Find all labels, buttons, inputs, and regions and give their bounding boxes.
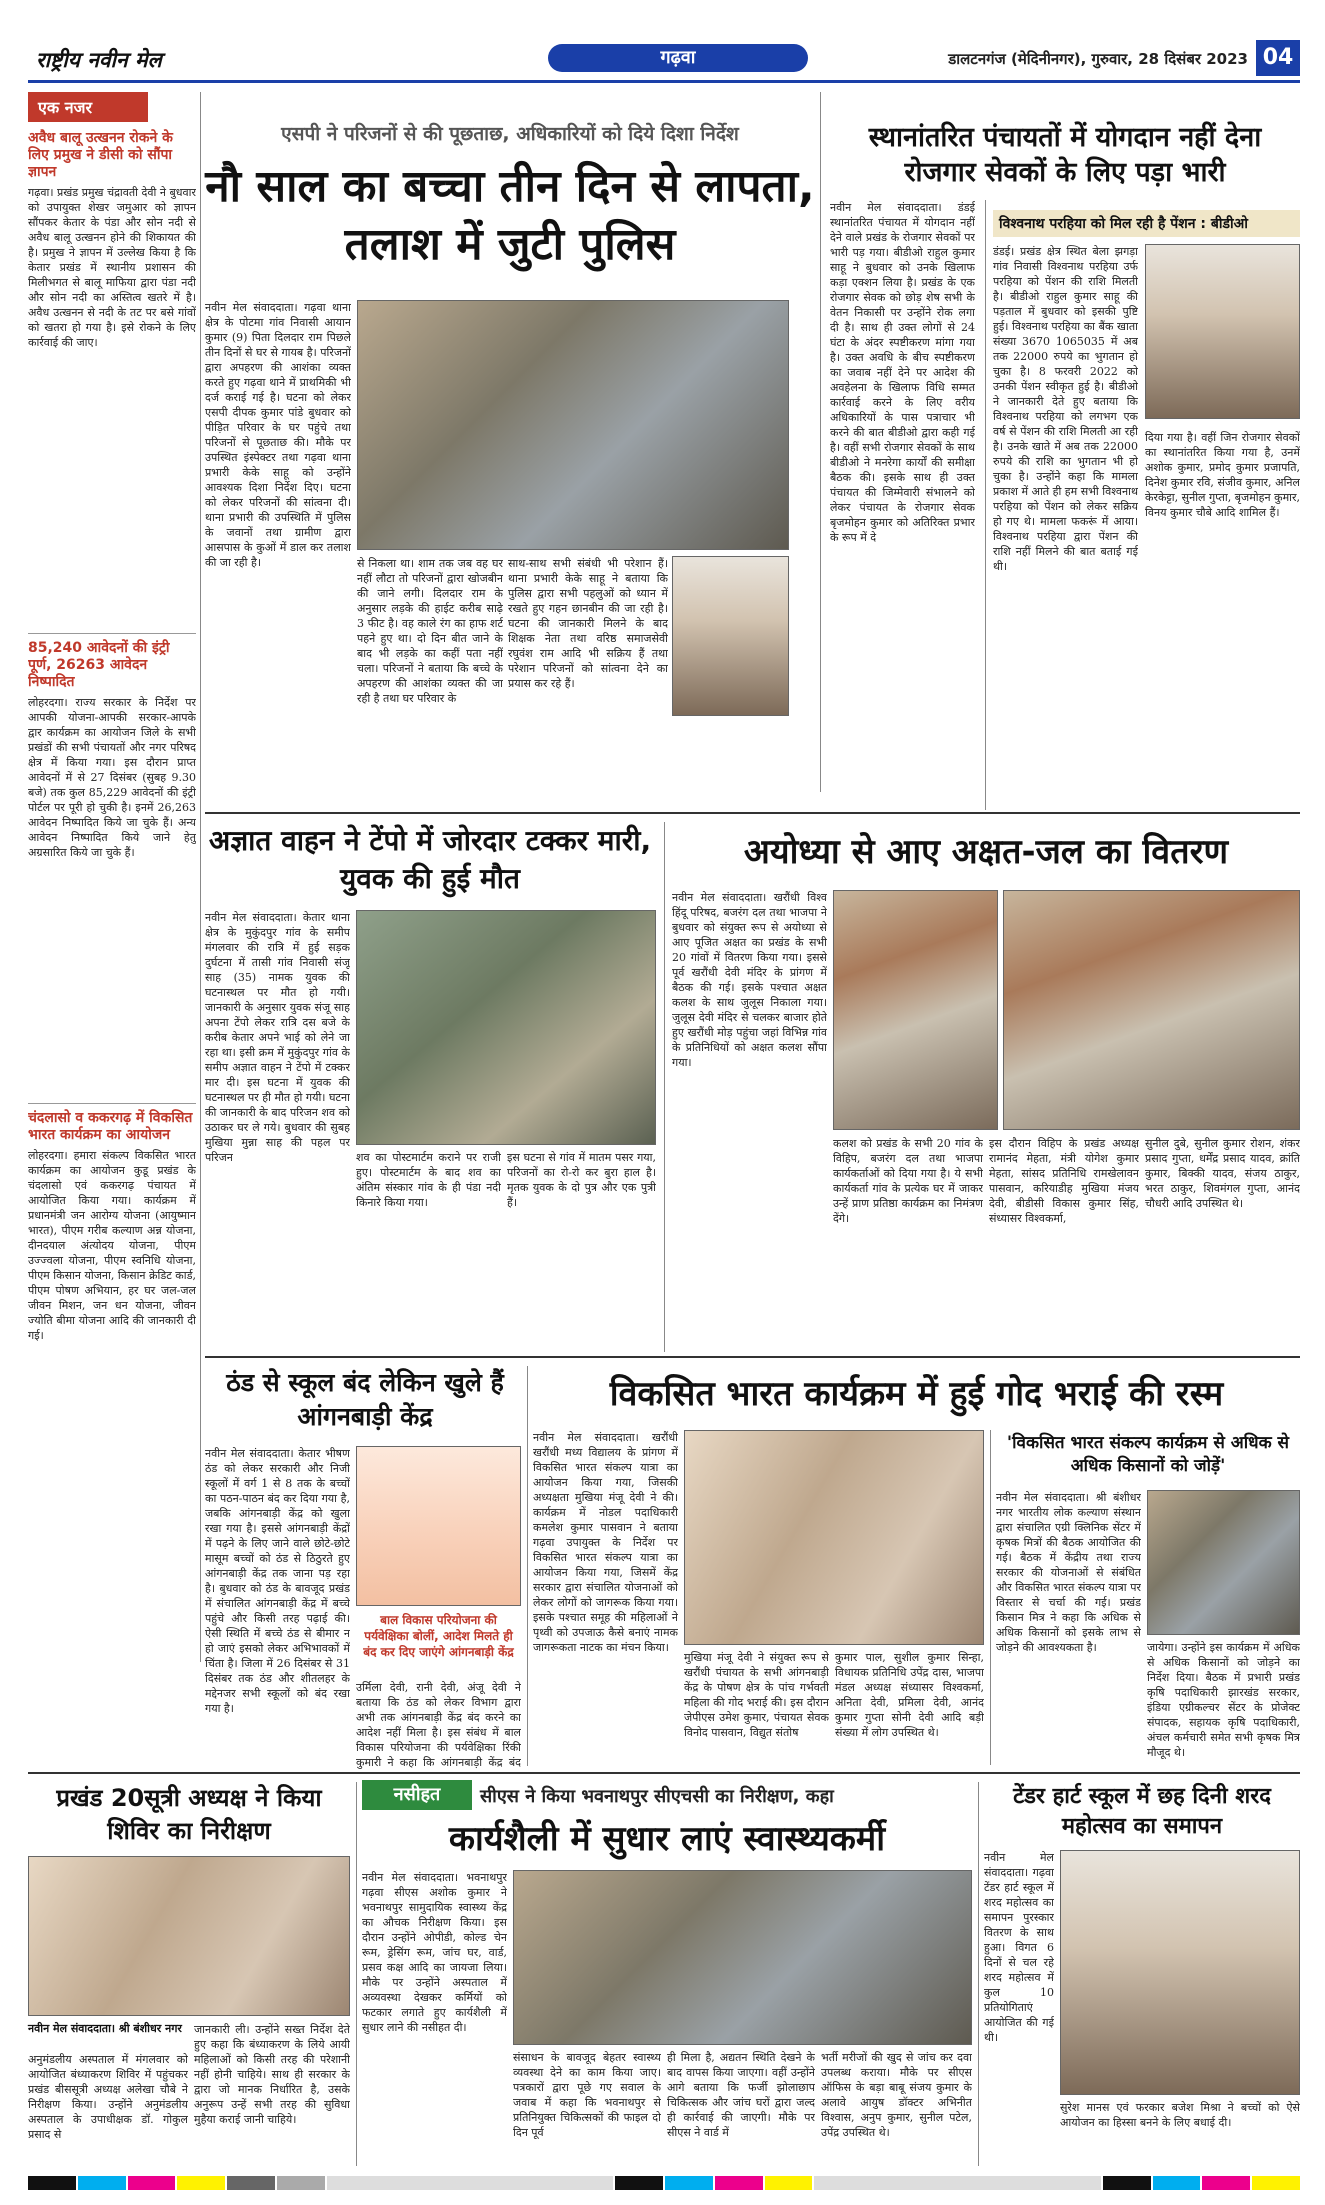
sidebar-item-title: अवैध बालू उत्खनन रोकने के लिए प्रमुख ने डीसी को सौंपा ज्ञापन xyxy=(28,130,173,180)
sidebar-item xyxy=(28,1103,196,1568)
cs-col1: नवीन मेल संवाददाता। भवनाथपुर गढ़वा सीएस अशोक कुमार ने भवनाथपुर सामुदायिक स्वास्थ्य केंद्र का औचक निरीक्षण किया। इस दौरान उन्होंने ओपीडी, कोल्ड चेन रूम, ड्रेसिंग रूम, जांच घर, वार्ड, प्रसव कक्ष आदि का जायजा लिया। मौके पर उन्होंने अस्पताल में अव्यवस्था देखकर कर्मियों को फटकार लगाते हुए कार्यशैली में सुधार लाने की नसीहत दी। xyxy=(362,1871,507,2034)
sidebar xyxy=(28,92,196,1662)
20sutri-col2: जानकारी ली। उन्होंने सख्त निर्देश देते हुए कहा कि बंध्याकरण के लिये आयी महिलाओं को किसी तरह की परेशानी नहीं होनी चाहिये। साथ ही सरकार के द्वारा जो मानक निर्धारित है, उसके अनुरूप उन्हें सभी तरह की सुविधा मुहैया कराई जानी चाहिये। xyxy=(194,2023,350,2126)
anganwadi-illustration xyxy=(356,1446,521,1606)
section-rule xyxy=(205,812,1300,814)
godbharai-col1: नवीन मेल संवाददाता। खरौंधी खरौंधी मध्य विद्यालय के प्रांगण में विकसित भारत संकल्प यात्रा का आयोजन किया गया, जिसकी अध्यक्षता मुखिया मंजू देवी ने की। कार्यक्रम में नोडल पदाधिकारी कमलेश कुमार पासवान ने बताया गढ़वा उपायुक्त के निर्देश पर विकसित भारत संकल्प यात्रा का आयोजन किया गया, जिसमें केंद्र सरकार द्वारा संचालित योजनाओं को लेकर लोगों को जागरूक किया गया। इसके पश्चात समूह की महिलाओं ने पृथ्वी को उपजाऊ कैसे बनाएं नामक जागरूकता नाटक का मंचन किया। xyxy=(533,1431,678,1654)
20sutri-photo xyxy=(28,1856,350,2016)
divider xyxy=(664,822,665,1352)
missing-boy-col3: साथ-साथ सभी संबंधी भी परेशान हैं। थाना प्रभारी केके साहू ने बताया कि पुलिस द्वारा सभी पहलुओं को ध्यान में रखते हुए गहन छानबीन की जा रही है। घटना की जानकारी मिलने के बाद शिक्षक नेता तथा वरिष्ठ समाजसेवी रघुवंश राम आदि भी सक्रिय हैं तथा परेशान परिजनों को सांत्वना देने का प्रयास कर रहे हैं। xyxy=(508,557,668,690)
ayodhya-col3: इस दौरान विहिप के प्रखंड अध्यक्ष रामानंद मेहता, मंत्री योगेश कुमार मेहता, सांसद प्रतिनिधि रामखेलावन पासवान, करियाडीह मुखिया मंजय देवी, बीडीसी विकास कुमार सिंह, संध्यासर विश्वकर्मा, xyxy=(989,1137,1139,1225)
missing-boy-photo-crowd xyxy=(357,300,789,550)
section-pill xyxy=(548,44,808,72)
divider xyxy=(527,1366,528,1766)
paper-name: राष्ट्रीय नवीन मेल xyxy=(36,48,162,72)
20sutri-byline: नवीन मेल संवाददाता। श्री बंशीधर नगर xyxy=(28,2022,182,2035)
anganwadi-headline: ठंड से स्कूल बंद लेकिन खुले हैं आंगनबाड़ी केंद्र xyxy=(226,1368,504,1431)
cs-col2: संसाधन के बावजूद बेहतर स्वास्थ्य व्यवस्था देने का काम किया जाए। पत्रकारों द्वारा पूछे गए सवाल के जवाब में कहा कि भवनाथपुर से प्रतिनियुक्त चिकित्सकों की फाइल दो दिन पूर्व xyxy=(513,2051,661,2139)
cs-photo xyxy=(513,1870,972,2045)
divider xyxy=(990,1430,991,1765)
tenderheart-headline: टेंडर हार्ट स्कूल में छह दिनी शरद महोत्सव का समापन xyxy=(1013,1784,1271,1839)
divider xyxy=(356,1782,357,2166)
missing-boy-col1: नवीन मेल संवाददाता। गढ़वा थाना क्षेत्र के पोटमा गांव निवासी आयान कुमार (9) पिता दिलदार राम पिछले तीन दिनों से घर से गायब है। परिजनों द्वारा अपहरण की आशंका व्यक्त करते हुए गढ़वा थाने में प्राथमिकी भी दर्ज कराई गई है। घटना को लेकर एसपी दीपक कुमार पांडे बुधवार को पीड़ित परिवार के घर पहुंचे तथा परिजनों से पूछताछ की। मौके पर उपस्थित इंस्पेक्टर तथा गढ़वा थाना प्रभारी केके साहू को उन्होंने आवश्यक दिशा निर्देश दिए। घटना को लेकर परिजनों की सांत्वना दी। थाना प्रभारी की उपस्थिति में पुलिस के जवानों तथा ग्रामीण द्वारा आसपास के कुओं में डाल कर तलाश की जा रही है। xyxy=(205,301,351,569)
missing-boy-photo-child xyxy=(672,556,789,716)
missing-boy-headline: नौ साल का बच्चा तीन दिन से लापता, तलाश में जुटी पुलिस xyxy=(205,161,815,270)
tempo-headline: अज्ञात वाहन ने टेंपो में जोरदार टक्कर मारी, युवक की हुई मौत xyxy=(208,824,652,895)
cs-tag: नसीहत xyxy=(362,1780,472,1810)
ayodhya-col2: कलश को प्रखंड के सभी 20 गांव के विहिप, बजरंग दल तथा भाजपा कार्यकर्ताओं को दिया गया है। ये सभी कार्यकर्ता गांव के प्रत्येक घर में जाकर उन्हें प्राण प्रतिष्ठा कार्यक्रम का निमंत्रण देंगे। xyxy=(833,1137,983,1225)
kisan-body: नवीन मेल संवाददाता। श्री बंशीधर नगर भारतीय लोक कल्याण संस्थान द्वारा संचालित एग्री क्लिनिक सेंटर में कृषक मित्रों की बैठक आयोजित की गई। बैठक में केंद्रीय तथा राज्य सरकार की योजनाओं से संबंधित और विकसित भारत संकल्प यात्रा पर विस्तार से चर्चा की गई। प्रखंड किसान मित्र ने कहा कि अधिक से अधिक किसानों को इसके लाभ से जोड़ने की आवश्यकता है। xyxy=(996,1491,1141,1654)
pension-photo-bdo xyxy=(1145,244,1300,419)
tempo-col3: इस घटना से गांव में मातम पसर गया, परिजनों का रो-रो कर बुरा हाल है। मृतक युवक के दो पुत्र और एक पुत्री हैं। xyxy=(507,1151,656,1209)
anganwadi-col1: नवीन मेल संवाददाता। केतार भीषण ठंड को लेकर सरकारी और निजी स्कूलों में वर्ग 1 से 8 तक के बच्चों का पठन-पाठन बंद कर दिया गया है, जबकि आंगनबाड़ी केंद्र को खुला रखा गया है। इससे आंगनबाड़ी केंद्रों में पढ़ने के लिए जाने वाले छोटे-छोटे मासूम बच्चों को ठंड से ठिठुरते हुए आंगनबाड़ी केंद्र तक जाना पड़ रहा है। बुधवार को ठंड के बावजूद प्रखंड में संचालित आंगनबाड़ी केंद्र में बच्चे पहुंचे और किसी तरह पढ़ाई की। ऐसी स्थिति में बच्चे ठंड से बीमार न हो जाएं इसको लेकर अभिभावकों में चिंता है। जिला में 26 दिसंबर से 31 दिसंबर तक ठंड और शीतलहर के मद्देनजर सभी स्कूलों को बंद रखा गया है। xyxy=(205,1447,350,1715)
ayodhya-col4: सुनील दुबे, सुनील कुमार रोशन, शंकर प्रसाद गुप्ता, धर्मेंद्र प्रसाद यादव, क्रांति कुमार, बिक्की यादव, संजय ठाकुर, भरत ठाकुर, शिवमंगल गुप्ता, आनंद चौधरी आदि उपस्थित थे। xyxy=(1145,1137,1300,1210)
sidebar-item-body: लोहरदगा। हमारा संकल्प विकसित भारत कार्यक्रम का आयोजन कुडू प्रखंड के चंदलासो एवं ककरगढ़ पंचायत में आयोजित किया गया। कार्यक्रम में प्रधानमंत्री जन आरोग्य योजना (आयुष्मान भारत), पीएम गरीब कल्याण अन्न योजना, दीनदयाल अंत्योदय योजना, पीएम उज्ज्वला योजना, पीएम स्वनिधि योजना, पीएम किसान योजना, किसान क्रेडिट कार्ड, पीएम पोषण अभियान, हर घर जल-जल जीवन मिशन, जन धन योजना, जीवन ज्योति बीमा योजना आदि की जानकारी दी गई। xyxy=(28,1149,196,1342)
cs-kicker: सीएस ने किया भवनाथपुर सीएचसी का निरीक्षण, कहा xyxy=(480,1786,834,1807)
sidebar-item xyxy=(28,130,196,625)
pension-body: डंडई। प्रखंड क्षेत्र स्थित बेला झगड़ा गांव निवासी विश्वनाथ परहिया उर्फ परहिया को पेंशन की राशि मिलती है। बीडीओ राहुल कुमार साहू की पड़ताल में बुधवार को इसकी पुष्टि हुई। विश्वनाथ परहिया का बैंक खाता संख्या 3670 1065035 में अब तक 22000 रुपये का भुगतान हो चुका है। 8 फरवरी 2022 को उनकी पेंशन स्वीकृत हुई है। बीडीओ ने जानकारी देते हुए बताया कि विश्वनाथ परहिया को लगभग एक वर्ष से पेंशन की राशि मिलती आ रही है। उनके खाते में अब तक 22000 रुपये की राशि का भुगतान भी हो चुका है। उन्होंने कहा कि मामला प्रकाश में आते ही हम सभी विश्वनाथ परहिया को पेंशन को लेकर सक्रिय हो गए थे। मामला फकरूं में आया। विश्वनाथ परहिया द्वारा पेंशन की राशि नहीं मिलने की बात बताई गई थी। xyxy=(993,245,1138,573)
tenderheart-col2: सुरेश मानस एवं फरकार बजेश मिश्रा ने बच्चों को ऐसे आयोजन का हिस्सा बनने के लिए बधाई दी। xyxy=(1060,2101,1300,2129)
ayodhya-col1: नवीन मेल संवाददाता। खरौंधी विश्व हिंदू परिषद, बजरंग दल तथा भाजपा ने बुधवार को संयुक्त रूप से अयोध्या से आए पूजित अक्षत का प्रखंड के सभी 20 गांवों में वितरण किया गया। इससे पूर्व खरौंधी देवी मंदिर के प्रांगण में बैठक की गई। इसके पश्चात अक्षत कलश के साथ जुलूस निकाला गया। जुलूस देवी मंदिर से चलकर बाजार होते हुए खरौंधी मोड़ पहुंचा जहां विभिन्न गांव के प्रतिनिधियों को अक्षत कलश सौंपा गया। xyxy=(672,891,827,1069)
section-label: गढ़वा xyxy=(660,47,696,68)
sidebar-item-body: गढ़वा। प्रखंड प्रमुख चंद्रावती देवी ने बुधवार को उपायुक्त शेखर जमुआर को ज्ञापन सौंपकर केतार के पंडा और सोन नदी से अवैध बालू उत्खनन होने की शिकायत की है। प्रमुख ने ज्ञापन में उल्लेख किया है कि केतार प्रखंड में स्थानीय प्रशासन की मिलीभगत से बालू माफिया द्वारा पंडा नदी और सोन नदी का अस्तित्व खतरे में है। अवैध उत्खनन से नदी के तट पर बसे गांवों को खतरा हो गया है। इसे रोकने के लिए कार्रवाई की जाए। xyxy=(28,186,196,349)
section-rule xyxy=(28,1772,1300,1774)
section-rule xyxy=(205,1356,1300,1358)
masthead xyxy=(28,40,1300,76)
sidebar-label: एक नजर xyxy=(28,92,148,122)
pension-headline: विश्वनाथ परहिया को मिल रही है पेंशन : बीडीओ xyxy=(993,210,1300,237)
cs-headline: कार्यशैली में सुधार लाएं स्वास्थ्यकर्मी xyxy=(448,1819,886,1859)
rozgar-headline: स्थानांतरित पंचायतों में योगदान नहीं देना रोजगार सेवकों के लिए पड़ा भारी xyxy=(868,122,1262,188)
godbharai-col3: कुमार पाल, सुशील कुमार सिन्हा, विधायक प्रतिनिधि उपेंद्र दास, भाजपा मंडल अध्यक्ष संध्यासर विश्वकर्मा, अनिता देवी, प्रमिला देवी, आनंद कुमार गुप्ता सोनी देवी आदि बड़ी संख्या में लोग उपस्थित थे। xyxy=(835,1651,984,1739)
masthead-rule xyxy=(28,80,1300,83)
tenderheart-photo xyxy=(1060,1850,1300,2095)
sidebar-divider xyxy=(200,92,201,1662)
tempo-col1: नवीन मेल संवाददाता। केतार थाना क्षेत्र के मुकुंदपुर गांव के समीप मंगलवार की रात्रि में हुई सड़क दुर्घटना में तासी गांव निवासी संजू साह (35) नामक युवक की घटनास्थल पर मौत हो गयी। जानकारी के अनुसार युवक संजू साह अपना टेंपो लेकर रात्रि दस बजे के करीब केतार अपने भाई को लेने जा रहा था। इसी क्रम में मुकुंदपुर गांव के समीप अज्ञात वाहन ने टेंपो में टक्कर मार दी। इस घटना में युवक की घटनास्थल पर ही मौत हो गयी। घटना की जानकारी के बाद परिजन शव को उठाकर घर ले गये। बुधवार की सुबह मुखिया मुन्ना साह की पहल पर परिजन xyxy=(205,911,350,1164)
missing-boy-kicker: एसपी ने परिजनों से की पूछताछ, अधिकारियों को दिये दिशा निर्देश xyxy=(281,123,739,145)
divider xyxy=(985,200,986,810)
sidebar-item-title: चंदलासो व ककरगढ़ में विकसित भारत कार्यक्रम का आयोजन xyxy=(28,1110,193,1143)
tempo-col2: शव का पोस्टमार्टम कराने पर राजी हुए। पोस्टमार्टम के बाद शव का अंतिम संस्कार गांव के ही पंडा नदी किनारे किया गया। xyxy=(356,1151,501,1209)
sidebar-item-body: लोहरदगा। राज्य सरकार के निर्देश पर आपकी योजना-आपकी सरकार-आपके द्वार कार्यक्रम का आयोजन जिले के सभी प्रखंडों की सभी पंचायतों और नगर परिषद क्षेत्र में किया गया। इस दौरान प्राप्त आवेदनों में से 27 दिसंबर (सुबह 9.30 बजे) तक कुल 85,229 आवेदनों की इंट्री पोर्टल पर पूरी हो चुकी है। इनमें 26,263 आवेदन निष्पादित किये जा चुके हैं। अन्य आवेदन निष्पादित किये जाने हेतु अग्रसारित किये जा चुके हैं। xyxy=(28,696,196,859)
godbharai-photo xyxy=(684,1430,984,1645)
sidebar-item xyxy=(28,633,196,1095)
dateline: डालटनगंज (मेदिनीनगर), गुरुवार, 28 दिसंबर 2023 xyxy=(948,50,1248,68)
missing-boy-col2: से निकला था। शाम तक जब वह घर नहीं लौटा तो परिजनों द्वारा खोजबीन की जाने लगी। दिलदार राम के अनुसार लड़के की हाईट करीब साढ़े 3 फीट है। वह काले रंग का हाफ शर्ट पहने हुए था। दो दिन बीत जाने के बाद भी लड़के का कहीं पता नहीं चला। परिजनों ने बताया कि बच्चे के अपहरण की आशंका व्यक्त की जा रही है तथा घर परिवार के xyxy=(357,557,503,705)
20sutri-col1: अनुमंडलीय अस्पताल में मंगलवार को आयोजित बंध्याकरण शिविर में पहुंचकर प्रखंड बीससूत्री अध्यक्ष अलेखा चौबे ने निरीक्षण किया। उन्होंने अनुमंडलीय अस्पताल के उपाधीक्षक डॉ. गोकुल प्रसाद से xyxy=(28,2053,188,2141)
ayodhya-headline: अयोध्या से आए अक्षत-जल का वितरण xyxy=(743,832,1229,872)
godbharai-headline: विकसित भारत कार्यक्रम में हुई गोद भराई की रस्म xyxy=(609,1374,1224,1414)
tenderheart-col1: नवीन मेल संवाददाता। गढ़वा टेंडर हार्ट स्कूल में शरद महोत्सव का समापन पुरस्कार वितरण के साथ हुआ। विगत 6 दिनों से चल रहे शरद महोत्सव में कुल 10 प्रतियोगिताएं आयोजित की गई थी। xyxy=(984,1851,1054,2044)
pension-box xyxy=(993,210,1300,810)
print-registration-bar xyxy=(28,2176,1300,2190)
kisan-body-2: जायेगा। उन्होंने इस कार्यक्रम में अधिक से अधिक किसानों को जोड़ने का निर्देश दिया। बैठक में प्रभारी प्रखंड कृषि पदाधिकारी झारखंड सरकार, इंडिया एग्रीकल्चर सेंटर के प्रोजेक्ट संपादक, सहायक कृषि पदाधिकारी, अंचल कर्मचारी समेत सभी कृषक मित्र मौजूद थे। xyxy=(1147,1641,1300,1759)
divider xyxy=(978,1782,979,2166)
ayodhya-photo-1 xyxy=(833,890,998,1130)
sidebar-item-title: 85,240 आवेदनों की इंट्री पूर्ण, 26263 आवेदन निष्पादित xyxy=(28,640,170,690)
godbharai-col2: मुखिया मंजू देवी ने संयुक्त रूप से खरौंधी पंचायत के सभी आंगनबाड़ी केंद्र के पोषण क्षेत्र के पांच गर्भवती महिला की गोद भराई की। इस दौरान जेपीएस उमेश कुमार, पंचायत सेवक विनोद पासवान, विद्युत संतोष xyxy=(684,1651,829,1739)
pension-body-2: दिया गया है। वहीं जिन रोजगार सेवकों का स्थानांतरित किया गया है, उनमें अशोक कुमार, प्रमोद कुमार प्रजापति, दिनेश कुमार रवि, संजीव कुमार, अनिल केरकेट्टा, सुनील गुप्ता, बृजमोहन कुमार, विनय कुमार चौबे आदि शामिल हैं। xyxy=(1145,431,1300,519)
page-number: 04 xyxy=(1256,40,1300,76)
kisan-photo xyxy=(1147,1490,1300,1635)
kisan-headline: 'विकसित भारत संकल्प कार्यक्रम से अधिक से अधिक किसानों को जोड़ें' xyxy=(1006,1433,1290,1476)
anganwadi-col2: उर्मिला देवी, रानी देवी, अंजू देवी ने बताया कि ठंड को लेकर विभाग द्वारा अभी तक आंगनबाड़ी केंद्र बंद करने का आदेश नहीं मिला है। इस संबंध में बाल विकास परियोजना की पर्यवेक्षिका रिंकी कुमारी ने कहा कि आंगनबाड़ी केंद्र बंद xyxy=(356,1681,521,1769)
tempo-photo xyxy=(356,910,656,1145)
divider xyxy=(820,92,821,792)
cs-col3: ही मिला है, अद्यतन स्थिति देखने के बाद वापस किया जाएगा। वहीं उन्होंने आगे बताया कि फर्जी झोलाछाप चिकित्सक और जांच घरों द्वारा जल्द ही कार्रवाई की जाएगी। मौके पर सीएस ने वार्ड में xyxy=(667,2051,815,2139)
cs-col4: भर्ती मरीजों की खुद से जांच कर दवा उपलब्ध कराया। मौके पर सीएस ऑफिस के बड़ा बाबू संजय कुमार के अलावे आयुष डॉक्टर अभिनीत विश्वास, अनुप कुमार, सुनील पटेल, उपेंद्र उपस्थित थे। xyxy=(821,2051,972,2139)
anganwadi-caption: बाल विकास परियोजना की पर्यवेक्षिका बोलीं, आदेश मिलते ही बंद कर दिए जाएंगे आंगनबाड़ी केंद्र xyxy=(363,1613,514,1659)
rozgar-body: नवीन मेल संवाददाता। डंडई स्थानांतरित पंचायत में योगदान नहीं देने वाले प्रखंड के रोजगार सेवकों पर भारी पड़ गया। बीडीओ राहुल कुमार साहू ने बुधवार को उनके खिलाफ कड़ा एक्शन लिया है। प्रखंड के एक रोजगार सेवक को छोड़ शेष सभी के वेतन निकासी पर उन्होंने रोक लगा दी है। साथ ही उक्त लोगों से 24 घंटा के अंदर स्पष्टीकरण मांगा गया है। उक्त अवधि के बीच स्पष्टीकरण का जवाब नहीं देने पर आदेश की अवहेलना के खिलाफ विधि सम्मत कार्रवाई करने के लिए वरीय अधिकारियों के पास पत्राचार भी करने की बात बीडीओ द्वारा कही गई है। वहीं सभी रोजगार सेवकों के साथ बीडीओ ने मनरेगा कार्यों की समीक्षा बैठक की। इसके साथ ही उक्त पंचायत की जिम्मेवारी संभालने को लेकर पंचायत के रोजगार सेवक बृजमोहन कुमार को अतिरिक्त प्रभार के रूप में दे xyxy=(830,201,975,544)
ayodhya-photo-2 xyxy=(1003,890,1300,1130)
20sutri-headline: प्रखंड 20सूत्री अध्यक्ष ने किया शिविर का निरीक्षण xyxy=(56,1784,322,1845)
